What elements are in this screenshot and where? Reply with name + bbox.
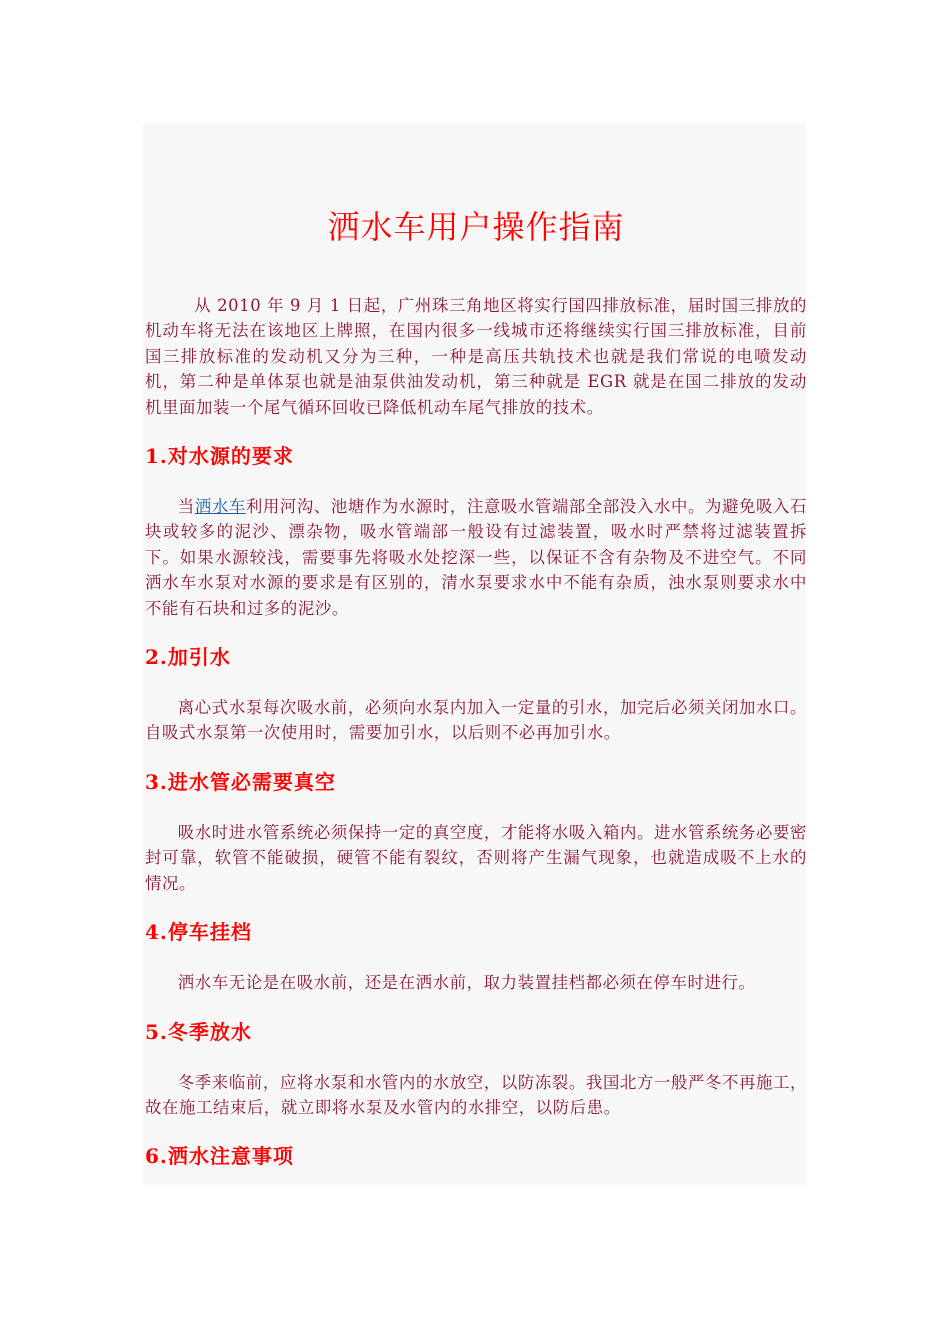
section-paragraph-park-gear: 洒水车无论是在吸水前，还是在洒水前，取力装置挂档都必须在停车时进行。 xyxy=(177,973,756,993)
section-paragraph-water-source xyxy=(145,494,807,621)
sprinkler-truck-link[interactable]: 洒水车 xyxy=(194,497,246,517)
section-paragraph-winter-drain: 冬季来临前，应将水泵和水管内的水放空，以防冻裂。我国北方一般严冬不再施工，故在施工结束后，就立即将水泵及水管内的水排空，以防后患。 xyxy=(145,1072,807,1117)
section-heading-vacuum: 3.进水管必需要真空 xyxy=(145,769,336,794)
document-title: 洒水车用户操作指南 xyxy=(327,208,625,246)
section-heading-park-gear: 4.停车挂档 xyxy=(145,920,252,945)
section-paragraph-vacuum: 吸水时进水管系统必须保持一定的真空度，才能将水吸入箱内。进水管系统务必要密封可靠，软管不能破损，硬管不能有裂纹，否则将产生漏气现象，也就造成吸不上水的情况。 xyxy=(145,822,807,893)
intro-paragraph: 从 2010 年 9 月 1 日起，广州珠三角地区将实行国四排放标准，届时国三排放的机动车将无法在该地区上牌照，在国内很多一线城市还将继续实行国三排放标准，目前国三排放标准的发动机又分为三种，一种是高压共轨技术也就是我们常说的电喷发动机，第二种是单体泵也就是油泵供油发动机，第三种就是 EGR 就是在国二排放的发动机里面加装一个尾气循环回收已降低机动车尾气排放的技术。 xyxy=(145,296,807,417)
section-heading-priming-water: 2.加引水 xyxy=(145,645,231,670)
section-heading-sprinkling-notes: 6.洒水注意事项 xyxy=(145,1144,294,1169)
paragraph-rest-text: 利用河沟、池塘作为水源时，注意吸水管端部全部没入水中。为避免吸入石块或较多的泥沙、漂杂物，吸水管端部一般设有过滤装置，吸水时严禁将过滤装置拆下。如果水源较浅，需要事先将吸水处挖深一些，以保证不含有杂物及不进空气。不同洒水车水泵对水源的要求是有区别的，清水泵要求水中不能有杂质，浊水泵则要求水中不能有石块和过多的泥沙。 xyxy=(145,497,807,618)
section-heading-water-source: 1.对水源的要求 xyxy=(145,444,294,469)
section-heading-winter-drain: 5.冬季放水 xyxy=(145,1019,252,1044)
section-paragraph-priming-water: 离心式水泵每次吸水前，必须向水泵内加入一定量的引水，加完后必须关闭加水口。自吸式水泵第一次使用时，需要加引水，以后则不必再加引水。 xyxy=(145,698,807,743)
paragraph-lead-text: 当 xyxy=(177,497,195,517)
document-body xyxy=(145,123,807,1170)
